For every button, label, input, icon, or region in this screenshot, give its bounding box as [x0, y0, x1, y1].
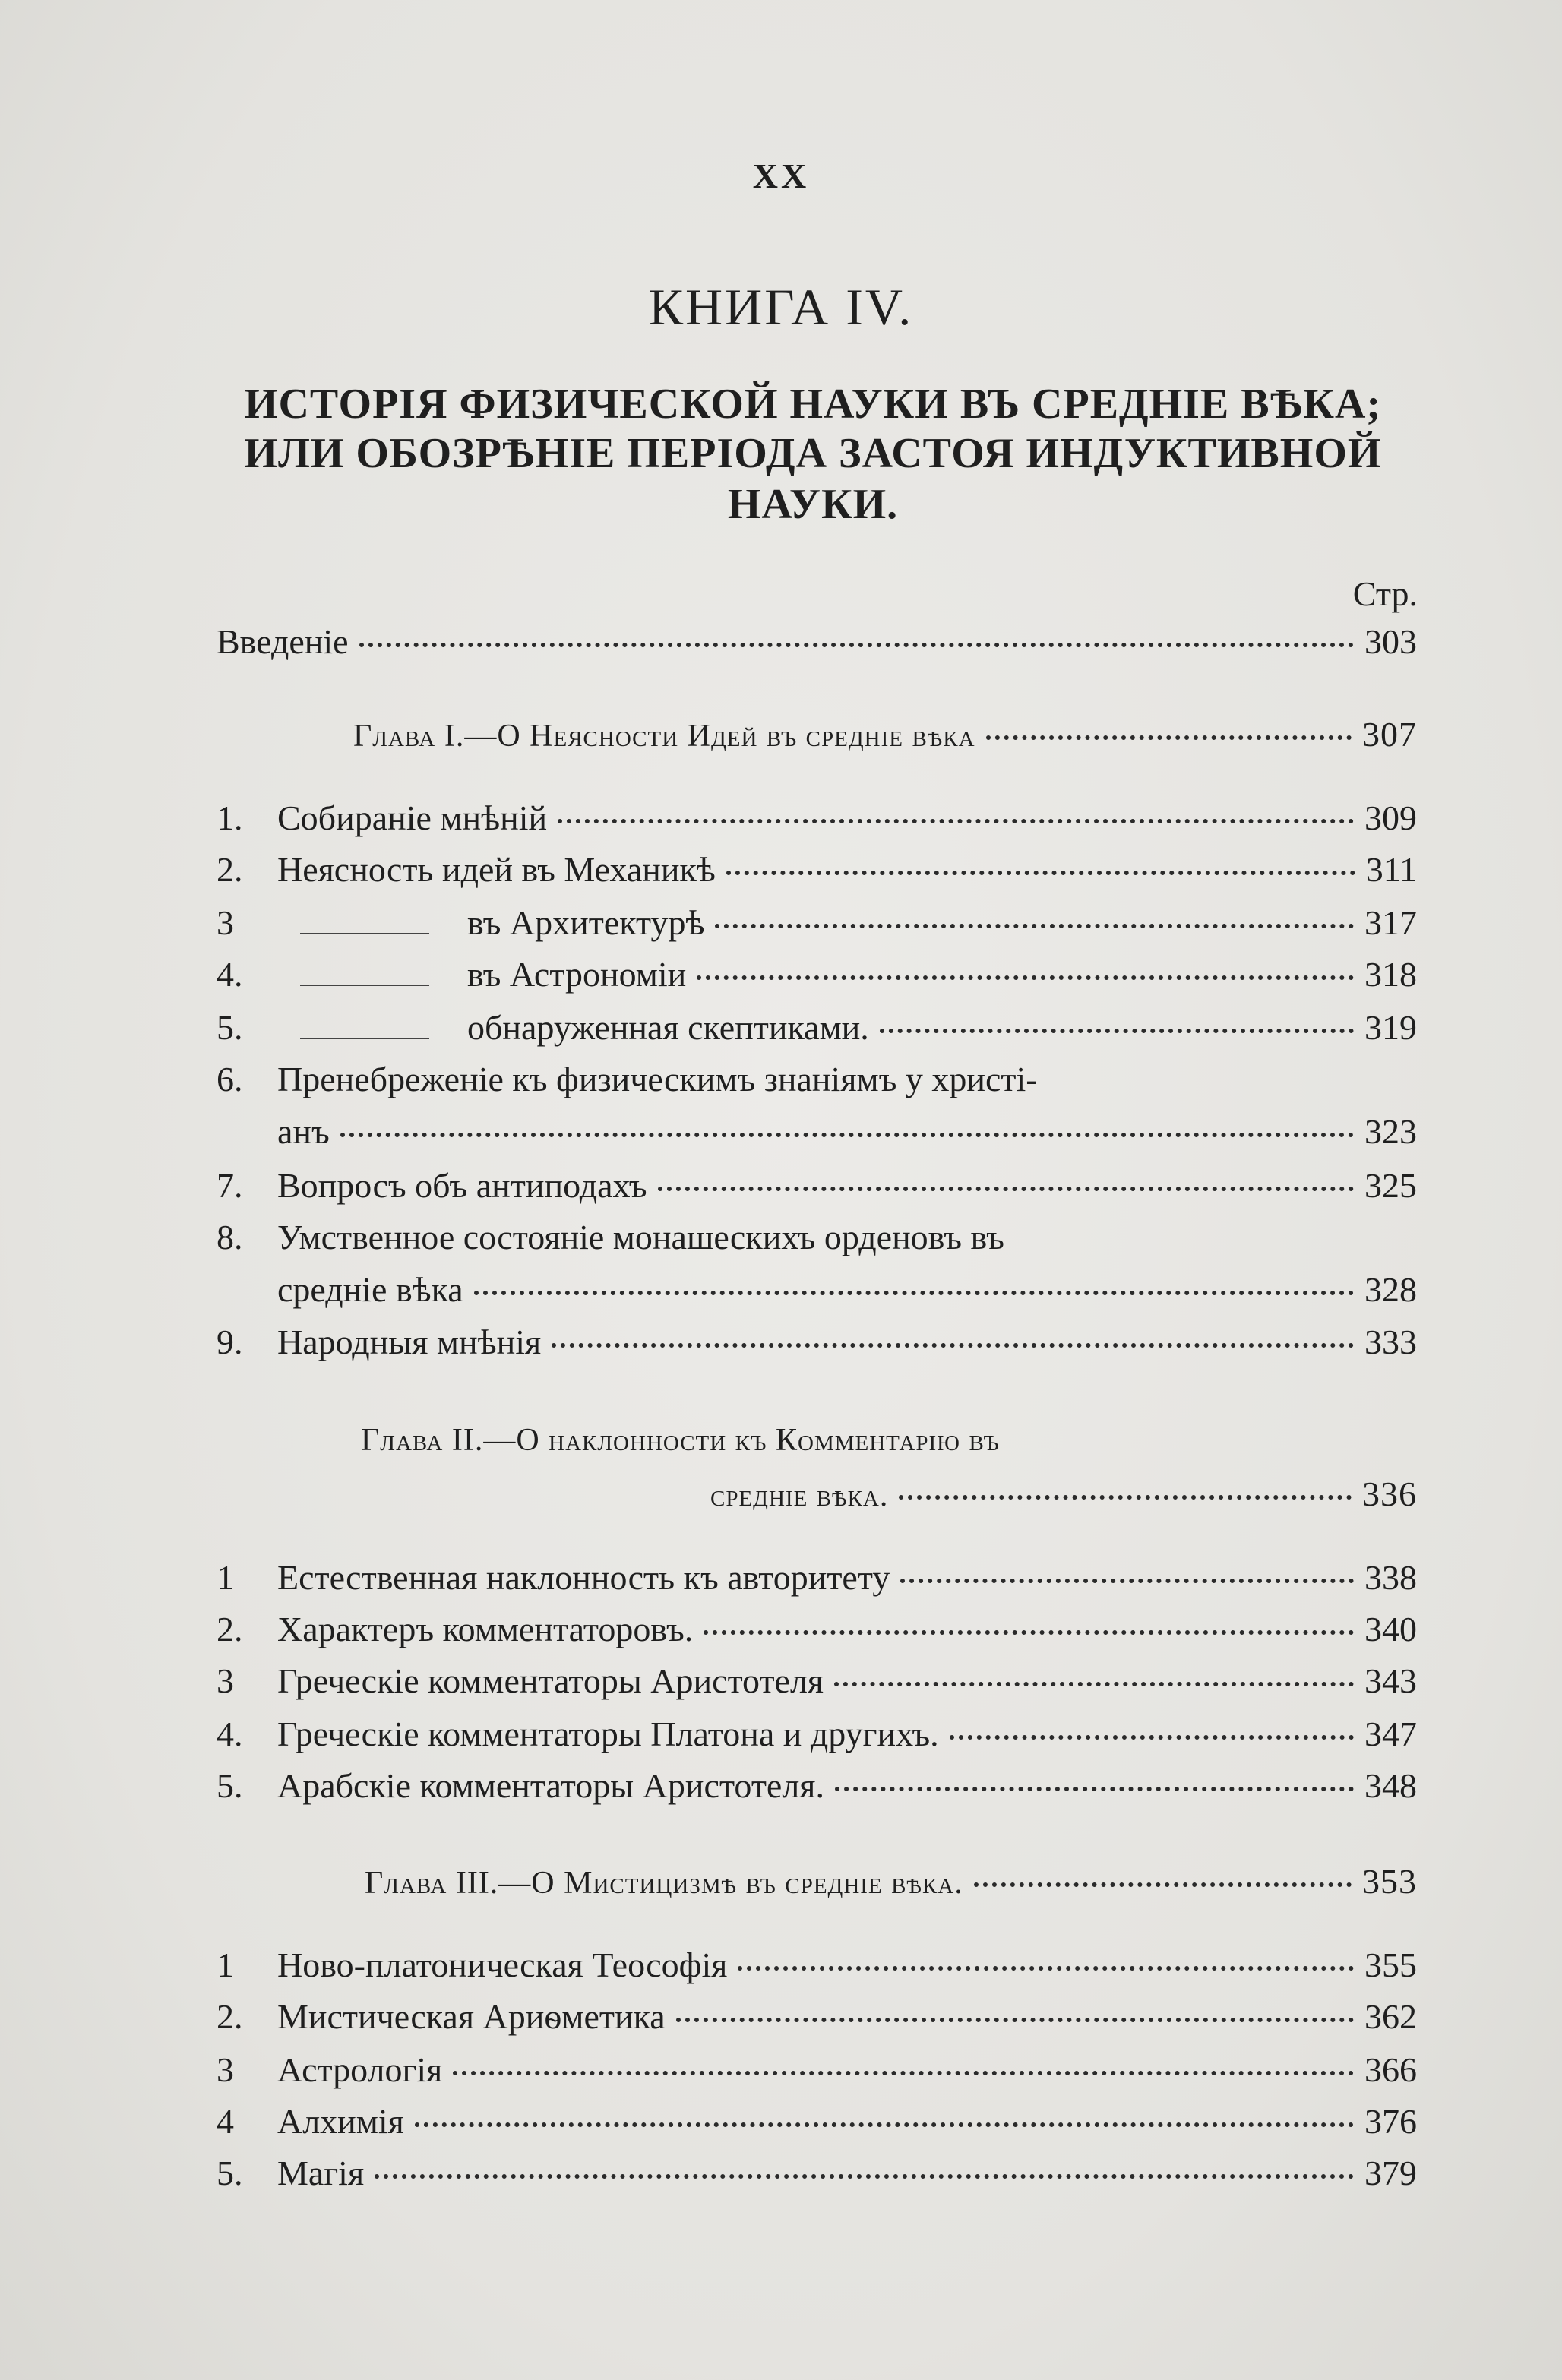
entry-number: 9. — [217, 1323, 243, 1361]
page-column-label: Стр. — [1352, 574, 1418, 613]
entry-text: Характеръ комментаторовъ. — [277, 1610, 694, 1648]
toc-entry — [217, 1661, 1417, 1706]
entry-page: 319 — [1364, 1008, 1417, 1047]
entry-page: 309 — [1364, 798, 1417, 837]
entry-number: 4. — [217, 1715, 243, 1753]
entry-page: 338 — [1364, 1558, 1417, 1597]
toc-entry — [217, 1217, 1417, 1263]
entry-text: Греческіе комментаторы Платона и другихъ. — [277, 1715, 939, 1753]
toc-entry — [217, 1765, 1417, 1811]
entry-text-cont: анъ — [277, 1112, 330, 1151]
entry-page: 303 — [1364, 622, 1417, 661]
chapter-title: Глава II.—О наклонности къ Комментарію въ — [361, 1423, 1000, 1458]
entry-number: 3 — [217, 903, 234, 942]
entry-text: Астрологія — [277, 2050, 443, 2089]
entry-number: 1 — [217, 1558, 234, 1597]
dot-leader — [900, 1579, 1354, 1583]
dot-leader — [950, 1735, 1354, 1740]
dot-leader — [726, 871, 1355, 875]
chapter-heading-2-cont — [217, 1474, 1417, 1519]
toc-entry-continuation — [217, 1269, 1417, 1315]
dot-leader — [715, 924, 1354, 928]
entry-text: Мистическая Ариѳметика — [277, 1997, 666, 2036]
entry-number: 2. — [217, 850, 243, 889]
entry-page: 323 — [1364, 1112, 1417, 1151]
chapter-page: 336 — [1362, 1474, 1417, 1513]
title-line-3: НАУКИ. — [727, 481, 899, 528]
book-heading: КНИГА IV. — [648, 278, 914, 336]
entry-text: Умственное состояніе монашескихъ орденовъ въ — [277, 1218, 1004, 1256]
title-line-1: ИСТОРІЯ ФИЗИЧЕСКОЙ НАУКИ ВЪ СРЕДНІЕ ВѢКА; — [244, 381, 1382, 428]
dot-leader — [986, 735, 1352, 740]
chapter-title-cont: средніе вѣка. — [710, 1478, 889, 1513]
entry-text: Собираніе мнѣній — [277, 798, 548, 837]
entry-page: 318 — [1364, 955, 1417, 994]
entry-text: Введеніе — [217, 622, 349, 661]
dot-leader — [899, 1495, 1352, 1500]
entry-page: 347 — [1364, 1715, 1417, 1753]
entry-page: 311 — [1365, 850, 1417, 889]
chapter-heading-3 — [217, 1861, 1417, 1907]
dot-leader — [658, 1187, 1354, 1191]
entry-text: обнаруженная скептиками. — [467, 1008, 869, 1047]
chapter-heading-1 — [217, 714, 1417, 760]
entry-page: 317 — [1364, 903, 1417, 942]
toc-entry — [217, 954, 1417, 1000]
dot-leader — [375, 2174, 1354, 2179]
entry-page: 340 — [1364, 1610, 1417, 1648]
entry-number: 5. — [217, 1766, 243, 1805]
ditto-dash — [300, 1038, 429, 1039]
entry-page: 379 — [1364, 2154, 1417, 2192]
entry-page: 325 — [1364, 1166, 1417, 1205]
entry-number: 4. — [217, 955, 243, 994]
dot-leader — [474, 1291, 1354, 1295]
ditto-dash — [300, 985, 429, 986]
dot-leader — [697, 975, 1354, 980]
entry-number: 1. — [217, 798, 243, 837]
dot-leader — [340, 1133, 1354, 1137]
entry-page: 362 — [1364, 1997, 1417, 2036]
page-number: XX — [752, 156, 810, 195]
chapter-heading-2 — [217, 1422, 1417, 1468]
entry-text: Пренебреженіе къ физическимъ знаніямъ у христі- — [277, 1060, 1038, 1098]
entry-text: въ Астрономіи — [467, 955, 687, 994]
entry-text: Арабскіе комментаторы Аристотеля. — [277, 1766, 824, 1805]
entry-text: Магія — [277, 2154, 365, 2192]
toc-entry — [217, 1609, 1417, 1655]
entry-number: 4 — [217, 2102, 234, 2141]
entry-number: 7. — [217, 1166, 243, 1205]
toc-entry — [217, 2101, 1417, 2147]
toc-entry — [217, 1059, 1417, 1105]
entry-text: Народныя мнѣнія — [277, 1323, 542, 1361]
dot-leader — [974, 1882, 1352, 1887]
entry-page: 333 — [1364, 1323, 1417, 1361]
toc-entry — [217, 1945, 1417, 1990]
chapter-title: Глава III.—О Мистицизмѣ въ средніе вѣка. — [365, 1866, 963, 1901]
chapter-title: Глава I.—О Неясности Идей въ средніе вѣка — [353, 719, 975, 754]
entry-number: 5. — [217, 1008, 243, 1047]
ditto-dash — [300, 933, 429, 934]
toc-entry-continuation — [217, 1111, 1417, 1157]
entry-number: 2. — [217, 1997, 243, 2036]
toc-entry — [217, 2153, 1417, 2198]
entry-text: Неясность идей въ Механикѣ — [277, 850, 716, 889]
entry-text: Естественная наклонность къ авторитету — [277, 1558, 890, 1597]
entry-number: 8. — [217, 1218, 243, 1256]
toc-entry — [217, 1322, 1417, 1367]
dot-leader — [835, 1787, 1354, 1791]
dot-leader — [415, 2122, 1354, 2127]
entry-page: 343 — [1364, 1661, 1417, 1700]
toc-entry — [217, 849, 1417, 895]
toc-entry — [217, 1996, 1417, 2042]
toc-entry-introduction — [217, 621, 1417, 667]
toc-entry — [217, 2050, 1417, 2095]
entry-number: 1 — [217, 1945, 234, 1984]
chapter-page: 353 — [1362, 1862, 1417, 1901]
title-line-2: ИЛИ ОБОЗРѢНІЕ ПЕРІОДА ЗАСТОЯ ИНДУКТИВНОЙ — [244, 430, 1382, 477]
entry-number: 3 — [217, 2050, 234, 2089]
dot-leader — [552, 1343, 1354, 1348]
dot-leader — [676, 2018, 1354, 2022]
entry-number: 3 — [217, 1661, 234, 1700]
entry-page: 328 — [1364, 1270, 1417, 1309]
entry-page: 348 — [1364, 1766, 1417, 1805]
entry-number: 6. — [217, 1060, 243, 1098]
entry-text: Алхимія — [277, 2102, 404, 2141]
dot-leader — [880, 1029, 1354, 1033]
entry-text: Греческіе комментаторы Аристотеля — [277, 1661, 824, 1700]
dot-leader — [558, 819, 1354, 823]
toc-entry — [217, 1007, 1417, 1053]
toc-entry — [217, 1557, 1417, 1603]
entry-number: 5. — [217, 2154, 243, 2192]
entry-page: 355 — [1364, 1945, 1417, 1984]
entry-text: въ Архитектурѣ — [467, 903, 705, 942]
entry-page: 366 — [1364, 2050, 1417, 2089]
dot-leader — [453, 2071, 1354, 2075]
toc-entry — [217, 798, 1417, 843]
toc-entry — [217, 1714, 1417, 1759]
entry-text: Ново-платоническая Теософія — [277, 1945, 728, 1984]
dot-leader — [704, 1630, 1354, 1635]
toc-entry — [217, 902, 1417, 948]
chapter-page: 307 — [1362, 715, 1417, 754]
entry-number: 2. — [217, 1610, 243, 1648]
dot-leader — [359, 643, 1354, 647]
entry-text: Вопросъ объ антиподахъ — [277, 1166, 647, 1205]
entry-page: 376 — [1364, 2102, 1417, 2141]
dot-leader — [834, 1682, 1354, 1686]
toc-entry — [217, 1165, 1417, 1211]
dot-leader — [738, 1966, 1354, 1971]
entry-text-cont: средніе вѣка — [277, 1270, 463, 1309]
